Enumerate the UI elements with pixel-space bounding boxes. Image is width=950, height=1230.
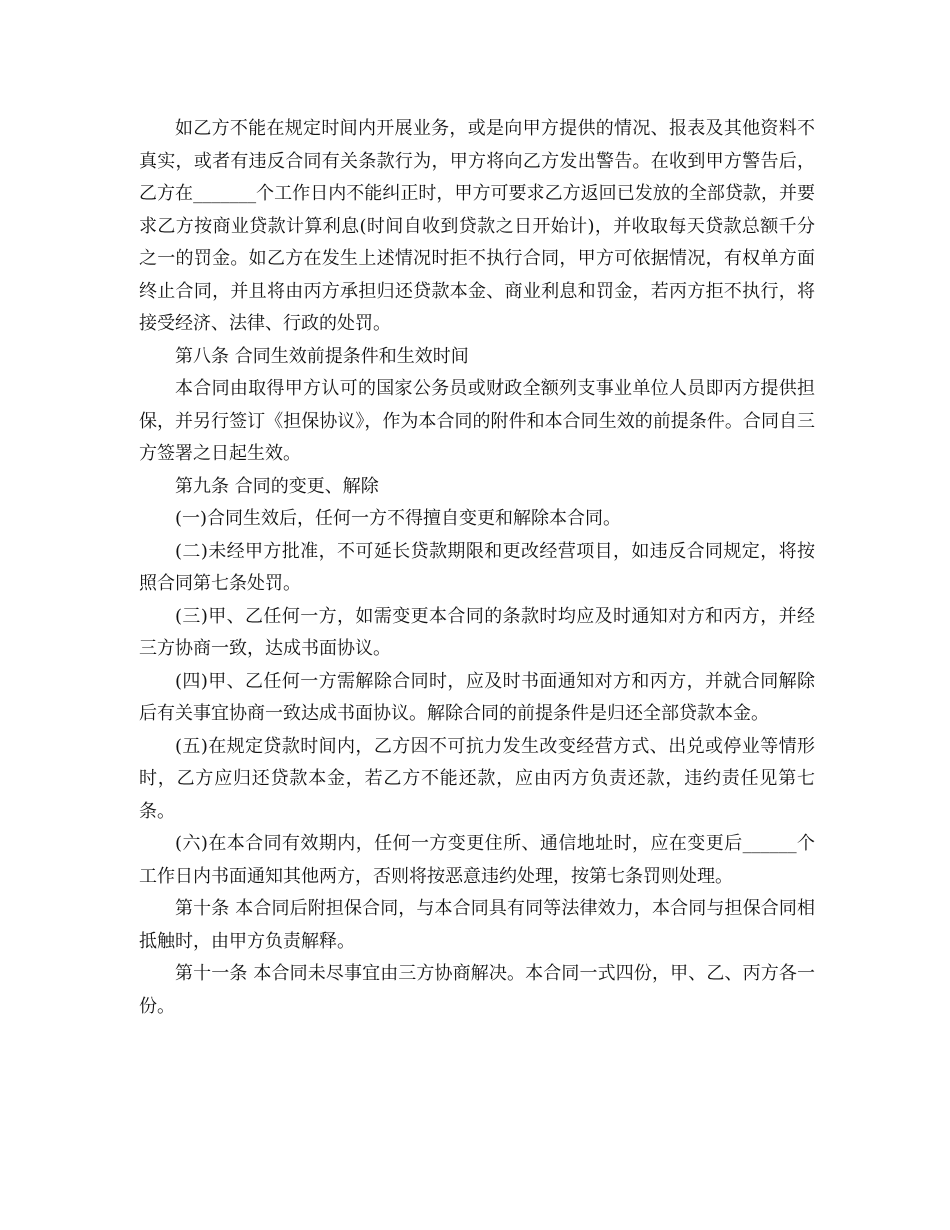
clause-9-6: (六)在本合同有效期内，任何一方变更住所、通信地址时，应在变更后______个工作日内书面通知其他两方，否则将按恶意违约处理，按第七条罚则处理。: [139, 833, 815, 887]
article-10: 第十条 本合同后附担保合同，与本合同具有同等法律效力，本合同与担保合同相抵触时，由甲方负责解释。: [139, 898, 815, 952]
article-11: 第十一条 本合同未尽事宜由三方协商解决。本合同一式四份，甲、乙、丙方各一份。: [139, 963, 815, 1017]
clause-9-2: (二)未经甲方批准，不可延长贷款期限和更改经营项目，如违反合同规定，将按照合同第七条处罚。: [139, 540, 815, 594]
document-body: [139, 113, 815, 1023]
clause-9-1: (一)合同生效后，任何一方不得擅自变更和解除本合同。: [175, 508, 622, 529]
clause-9-5: (五)在规定贷款时间内，乙方因不可抗力发生改变经营方式、出兑或停业等情形时，乙方应归还贷款本金，若乙方不能还款，应由丙方负责还款，违约责任见第七条。: [139, 735, 815, 822]
article-8-heading: 第八条 合同生效前提条件和生效时间: [175, 345, 469, 367]
clause-9-3: (三)甲、乙任何一方，如需变更本合同的条款时均应及时通知对方和丙方，并经三方协商一致，达成书面协议。: [139, 605, 815, 659]
paragraph-breach-warning: 如乙方不能在规定时间内开展业务，或是向甲方提供的情况、报表及其他资料不真实，或者有违反合同有关条款行为，甲方将向乙方发出警告。在收到甲方警告后，乙方在_______个工作日内不能纠正时，甲方可要求乙方返回已发放的全部贷款，并要求乙方按商业贷款计算利息(时间自收到贷款之日开始计)，并收取每天贷款总额千分之一的罚金。如乙方在发生上述情况时拒不执行合同，甲方可依据情况，有权单方面终止合同，并且将由丙方承担归还贷款本金、商业利息和罚金，若丙方拒不执行，将接受经济、法律、行政的处罚。: [139, 118, 815, 334]
article-9-heading: 第九条 合同的变更、解除: [175, 475, 379, 497]
paragraph-effective-conditions: 本合同由取得甲方认可的国家公务员或财政全额列支事业单位人员即丙方提供担保，并另行签订《担保协议》，作为本合同的附件和本合同生效的前提条件。合同自三方签署之日起生效。: [139, 378, 815, 464]
clause-9-4: (四)甲、乙任何一方需解除合同时，应及时书面通知对方和丙方，并就合同解除后有关事宜协商一致达成书面协议。解除合同的前提条件是归还全部贷款本金。: [139, 670, 815, 724]
